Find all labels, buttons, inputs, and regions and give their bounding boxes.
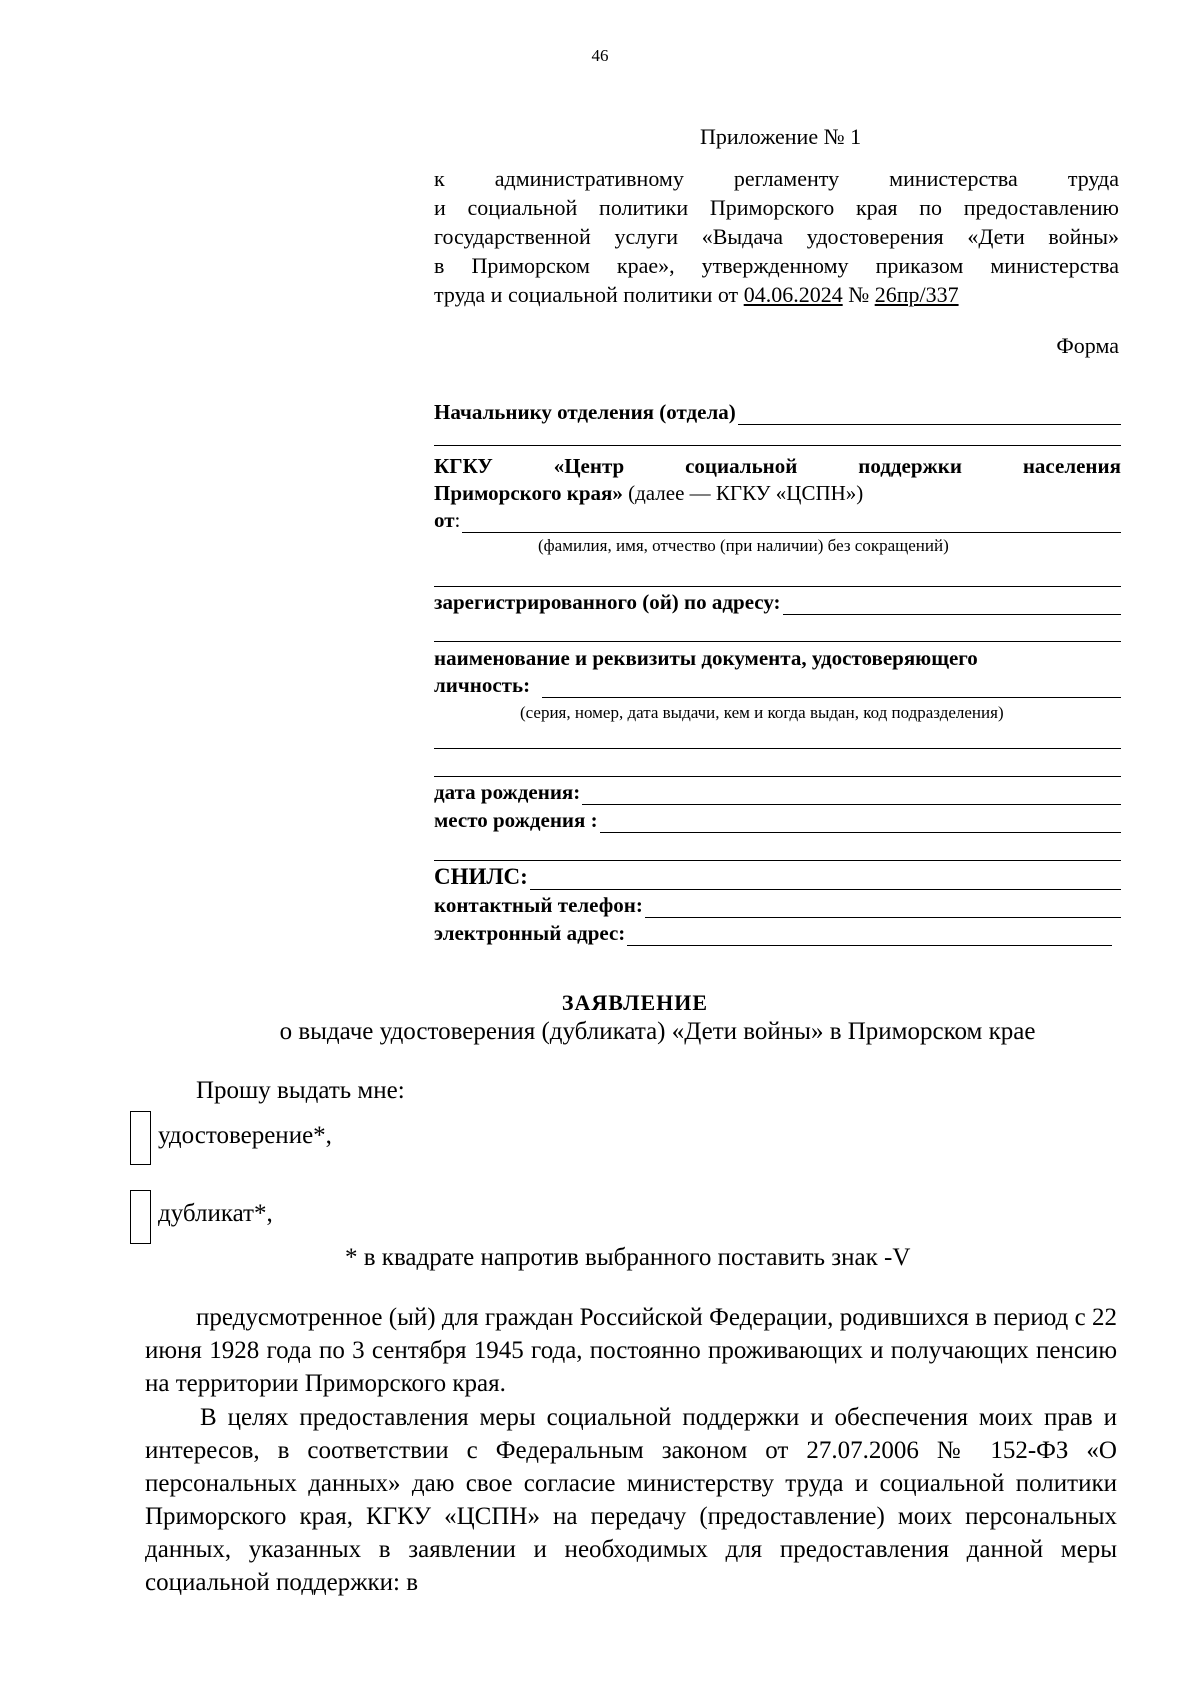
appendix-line-1: к административному регламенту министерства труда [434,166,1119,191]
appendix-order-number: 26пр/337 [874,282,959,307]
fio-second-line[interactable] [434,586,1121,587]
snils-row [434,864,1121,890]
email-fill-line[interactable] [627,944,1112,946]
paragraph-eligibility: предусмотренное (ый) для граждан Российской Федерации, родившихся в период с 22 июня 1928 года по 3 сентября 1945 года, постоянно проживающих и получающих пенсию на территории Приморского края. [145,1304,1117,1397]
birth-place-fill-line[interactable] [600,831,1121,833]
form-label: Форма [1056,333,1119,358]
page-number: 46 [591,46,609,65]
paragraph-consent: В целях предоставления меры социальной поддержки и обеспечения моих прав и интересов, в соответствии с Федеральным законом от 27.07.2006 № 152-ФЗ «О персональных данных» даю свое согласие министерству труда и социальной политики Приморского края, КГКУ «ЦСПН» на передачу (предоставление) моих персональных данных, указанных в заявлении и необходимых для предоставления данной меры социальной поддержки: в [145,1404,1117,1596]
chief-fill-line[interactable] [738,423,1121,425]
doc-label-line-1: наименование и реквизиты документа, удостоверяющего [434,646,978,670]
org-line-2 [434,481,1121,506]
org-name-rest: (далее — КГКУ «ЦСПН») [622,481,864,505]
address-row [434,590,1121,615]
doc-fill-line[interactable] [542,696,1121,698]
doc-label-line-2: личность: [434,673,531,697]
snils-label: СНИЛС: [434,864,528,889]
from-row [434,508,1121,533]
statement-title: ЗАЯВЛЕНИЕ [561,990,709,1015]
appendix-line-4: в Приморском крае», утвержденному приказом министерства [434,253,1119,278]
doc-hint: (серия, номер, дата выдачи, кем и когда выдан, код подразделения) [520,703,1004,722]
request-text: Прошу выдать мне: [196,1077,405,1104]
birth-place-row [434,808,1121,833]
chief-second-line[interactable] [434,445,1121,446]
appendix-line-2: и социальной политики Приморского края по предоставлению [434,195,1119,220]
org-name-bold: Приморского края» [434,481,623,505]
email-label: электронный адрес: [434,921,626,945]
appendix-line-3: государственной услуги «Выдача удостоверения «Дети войны» [434,224,1119,249]
appendix-num-sign: № [842,282,875,307]
doc-extra-line-2[interactable] [434,776,1121,777]
birth-date-label: дата рождения: [434,780,581,804]
email-row [434,921,1112,946]
appendix-title: Приложение № 1 [700,124,862,149]
phone-row [434,893,1121,918]
address-second-line[interactable] [434,641,1121,642]
doc-extra-line-1[interactable] [434,748,1121,749]
snils-fill-line[interactable] [530,888,1121,890]
statement-subtitle: о выдаче удостоверения (дубликата) «Дети войны» в Приморском крае [279,1018,1036,1045]
birth-date-fill-line[interactable] [582,803,1121,805]
selection-note: * в квадрате напротив выбранного поставить знак -V [345,1244,911,1271]
certificate-option-label: удостоверение*, [158,1122,332,1149]
fio-hint: (фамилия, имя, отчество (при наличии) без сокращений) [538,536,949,555]
phone-fill-line[interactable] [645,916,1121,918]
duplicate-option-label: дубликат*, [158,1200,273,1227]
appendix-line-5 [434,280,1119,309]
birth-date-row [434,780,1121,805]
chief-label: Начальнику отделения (отдела) [434,400,736,424]
birth-place-label: место рождения : [434,808,598,832]
from-fill-line[interactable] [462,531,1121,533]
doc-row [434,673,1121,698]
appendix-line-5-prefix: труда и социальной политики от [434,282,744,307]
address-label: зарегистрированного (ой) по адресу: [434,590,781,614]
duplicate-checkbox[interactable] [130,1190,151,1244]
address-fill-line[interactable] [783,613,1121,615]
org-line-1: КГКУ «Центр социальной поддержки населения [434,454,1121,478]
from-label: от [434,508,455,532]
appendix-text [434,164,1119,309]
appendix-date: 04.06.2024 [743,282,843,307]
birth-place-second-line[interactable] [434,860,1121,861]
phone-label: контактный телефон: [434,893,643,917]
chief-row [434,400,1121,425]
from-colon: : [454,508,461,532]
certificate-checkbox[interactable] [130,1111,151,1165]
